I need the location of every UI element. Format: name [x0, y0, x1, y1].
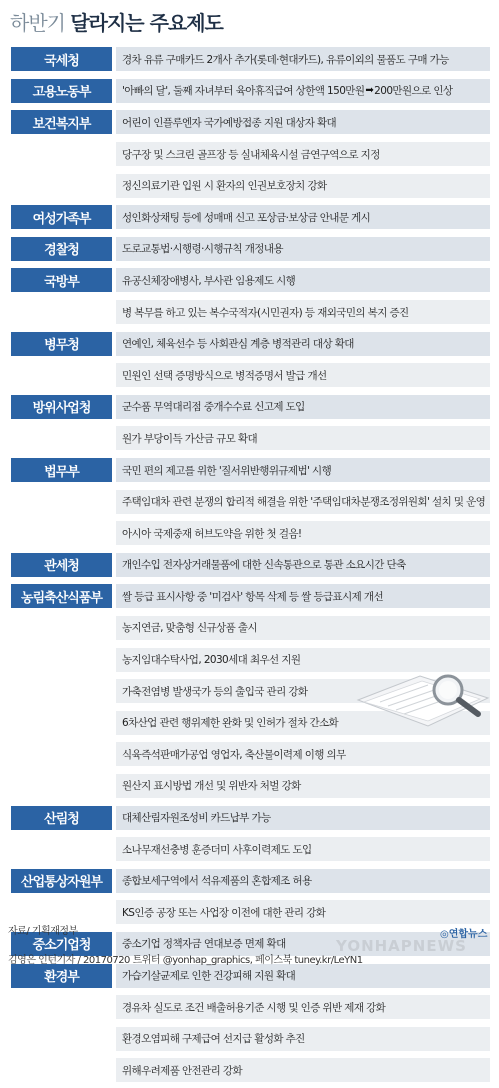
- policy-text: 종합보세구역에서 석유제품의 혼합제조 허용: [122, 875, 312, 888]
- policy-row: [0, 803, 499, 832]
- dept-label: 방위사업청: [11, 395, 112, 419]
- policy-text: KS인증 공장 또는 사업장 이전에 대한 관리 강화: [122, 906, 326, 919]
- policy-item: [116, 110, 490, 134]
- policy-item: [116, 142, 490, 166]
- page-title: [10, 6, 223, 40]
- policy-row: [0, 108, 499, 137]
- policy-row: [0, 45, 499, 74]
- policy-item: [116, 47, 490, 71]
- dept-label: 국방부: [11, 268, 112, 292]
- yonhap-logo: ◎연합뉴스: [440, 929, 488, 940]
- credit-line: 김영은 인턴기자 / 20170720 트위터 @yonhap_graphics, 페이스북 tuney.kr/LeYN1: [8, 955, 363, 966]
- policy-row: [0, 740, 499, 769]
- dept-label: 경찰청: [11, 237, 112, 261]
- policy-text: 민원인 선택 증명방식으로 병적증명서 발급 개선: [122, 369, 327, 382]
- policy-text: 농지연금, 맞춤형 신규상품 출시: [122, 622, 258, 635]
- dept-label: 환경부: [11, 964, 112, 988]
- arrow-right-icon: ➡: [365, 85, 374, 97]
- policy-item: [116, 174, 490, 198]
- policy-item: [116, 458, 490, 482]
- policy-text: 주택임대차 관련 분쟁의 합리적 해결을 위한 '주택임대차분쟁조정위원회' 설치 및 운영: [122, 496, 486, 509]
- policy-text: 병 복무를 하고 있는 복수국적자(시민권자) 등 재외국민의 복지 증진: [122, 306, 409, 319]
- policy-text: 농지임대수탁사업, 2030세대 최우선 지원: [122, 654, 301, 667]
- dept-label: 관세청: [11, 553, 112, 577]
- policy-text: 원가 부당이득 가산금 규모 확대: [122, 432, 258, 445]
- dept-label: 법무부: [11, 458, 112, 482]
- policy-item: [116, 774, 490, 798]
- dept-spacer: [11, 1027, 112, 1051]
- policy-row: [0, 424, 499, 453]
- policy-item: [116, 837, 490, 861]
- policy-text-before: '아빠의 달', 둘째 자녀부터 육아휴직급여 상한액 150만원: [122, 85, 365, 98]
- policy-item: [116, 237, 490, 261]
- policy-item: [116, 490, 490, 514]
- policy-item: [116, 806, 490, 830]
- dept-spacer: [11, 995, 112, 1019]
- dept-spacer: [11, 300, 112, 324]
- policy-text: 당구장 및 스크린 골프장 등 실내체육시설 금연구역으로 지정: [122, 148, 380, 161]
- policy-row: [0, 171, 499, 200]
- dept-spacer: [11, 1058, 112, 1082]
- policy-text: 정신의료기관 입원 시 환자의 인권보호장치 강화: [122, 180, 327, 193]
- dept-spacer: [11, 363, 112, 387]
- policy-item: [116, 964, 490, 988]
- policy-row: [0, 835, 499, 864]
- dept-spacer: [11, 648, 112, 672]
- policy-text: 성인화상채팅 등에 성매매 신고 포상금·보상금 안내문 게시: [122, 211, 371, 224]
- dept-spacer: [11, 616, 112, 640]
- dept-spacer: [11, 711, 112, 735]
- policy-item: [116, 79, 490, 103]
- dept-label: 중소기업청: [11, 932, 112, 956]
- policy-row: [0, 393, 499, 422]
- policy-row: [0, 456, 499, 485]
- policy-row: [0, 993, 499, 1022]
- policy-item: [116, 1058, 490, 1082]
- policy-item: [116, 900, 490, 924]
- dept-label: 국세청: [11, 47, 112, 71]
- policy-text: 환경오염피해 구제급여 선지급 활성화 추진: [122, 1033, 305, 1046]
- policy-row: [0, 266, 499, 295]
- policy-text: 6차산업 관련 행위제한 완화 및 인허가 절차 간소화: [122, 717, 339, 730]
- policy-item: [116, 584, 490, 608]
- dept-label: 산업통상자원부: [11, 869, 112, 893]
- policy-text: 경차 유류 구매카드 2개사 추가(롯데·현대카드), 유류이외의 물품도 구매 가능: [122, 53, 449, 66]
- dept-label: 고용노동부: [11, 79, 112, 103]
- dept-spacer: [11, 774, 112, 798]
- policy-text: 개인수입 전자상거래물품에 대한 신속통관으로 통관 소요시간 단축: [122, 559, 406, 572]
- policy-text: 국민 편의 제고를 위한 '질서위반행위규제법' 시행: [122, 464, 332, 477]
- dept-label: 산림청: [11, 806, 112, 830]
- policy-item: [116, 363, 490, 387]
- policy-item: [116, 426, 490, 450]
- title-light: 하반기: [10, 11, 65, 35]
- policy-row: [0, 361, 499, 390]
- yonhap-watermark: YONHAPNEWS: [336, 937, 467, 955]
- dept-spacer: [11, 742, 112, 766]
- policy-row: [0, 866, 499, 895]
- policy-text: 경유차 실도로 조건 배출허용기준 시행 및 인증 위반 제재 강화: [122, 1001, 386, 1014]
- policy-item: [116, 616, 490, 640]
- dept-label: 보건복지부: [11, 110, 112, 134]
- dept-spacer: [11, 142, 112, 166]
- policy-item: [116, 205, 490, 229]
- policy-row: [0, 235, 499, 264]
- policy-row: [0, 140, 499, 169]
- policy-text: 소나무재선충병 훈증더미 사후이력제도 도입: [122, 843, 312, 856]
- policy-row: [0, 1056, 499, 1085]
- policy-item: [116, 742, 490, 766]
- policy-row: [0, 77, 499, 106]
- policy-row: [0, 772, 499, 801]
- policy-row: [0, 519, 499, 548]
- policy-text: 중소기업 정책자금 연대보증 면제 확대: [122, 938, 286, 951]
- policy-item: [116, 869, 490, 893]
- policy-text: 어린이 인플루엔자 국가예방접종 지원 대상자 확대: [122, 116, 337, 129]
- policy-row: [0, 551, 499, 580]
- dept-label: 병무청: [11, 332, 112, 356]
- policy-text: 아시아 국제중재 허브도약을 위한 첫 걸음!: [122, 527, 302, 540]
- document-magnifier-icon: [350, 670, 495, 730]
- policy-text: 유공신체장애병사, 부사관 임용제도 시행: [122, 274, 296, 287]
- policy-row: [0, 1024, 499, 1053]
- policy-row: [0, 329, 499, 358]
- dept-spacer: [11, 426, 112, 450]
- policy-item: [116, 268, 490, 292]
- policy-text: 식육즉석판매가공업 영업자, 축산물이력제 이행 의무: [122, 748, 346, 761]
- policy-item: [116, 300, 490, 324]
- policy-item: [116, 395, 490, 419]
- policy-item: [116, 553, 490, 577]
- policy-item: [116, 648, 490, 672]
- dept-spacer: [11, 837, 112, 861]
- policy-text: 위해우려제품 안전관리 강화: [122, 1064, 242, 1077]
- dept-label: 여성가족부: [11, 205, 112, 229]
- policy-row: [0, 614, 499, 643]
- policy-item: [116, 332, 490, 356]
- dept-spacer: [11, 174, 112, 198]
- source-note: 자료/ 기획재정부: [8, 926, 78, 937]
- policy-item: [116, 995, 490, 1019]
- policy-text: 연예인, 체육선수 등 사회관심 계층 병적관리 대상 확대: [122, 338, 354, 351]
- dept-spacer: [11, 490, 112, 514]
- policy-row: [0, 298, 499, 327]
- policy-item: [116, 1027, 490, 1051]
- policy-row: [0, 582, 499, 611]
- dept-spacer: [11, 521, 112, 545]
- policy-text: 쌀 등급 표시사항 중 '미검사' 항목 삭제 등 쌀 등급표시제 개선: [122, 590, 383, 603]
- dept-spacer: [11, 900, 112, 924]
- policy-item: [116, 521, 490, 545]
- policy-text: 가축전염병 발생국가 등의 출입국 관리 강화: [122, 685, 308, 698]
- policy-text: 원산지 표시방법 개선 및 위반자 처벌 강화: [122, 780, 301, 793]
- policy-text: 도로교통법·시행령·시행규칙 개정내용: [122, 243, 283, 256]
- dept-spacer: [11, 679, 112, 703]
- policy-row: [0, 487, 499, 516]
- policy-text: 가습기살균제로 인한 건강피해 지원 확대: [122, 970, 296, 983]
- title-bold: 달라지는 주요제도: [70, 11, 223, 35]
- dept-label: 농림축산식품부: [11, 584, 112, 608]
- policy-text: 군수품 무역대리점 중개수수료 신고제 도입: [122, 401, 305, 414]
- policy-text-after: 200만원으로 인상: [374, 85, 453, 98]
- policy-text: 대체산림자원조성비 카드납부 가능: [122, 812, 271, 825]
- policy-row: [0, 203, 499, 232]
